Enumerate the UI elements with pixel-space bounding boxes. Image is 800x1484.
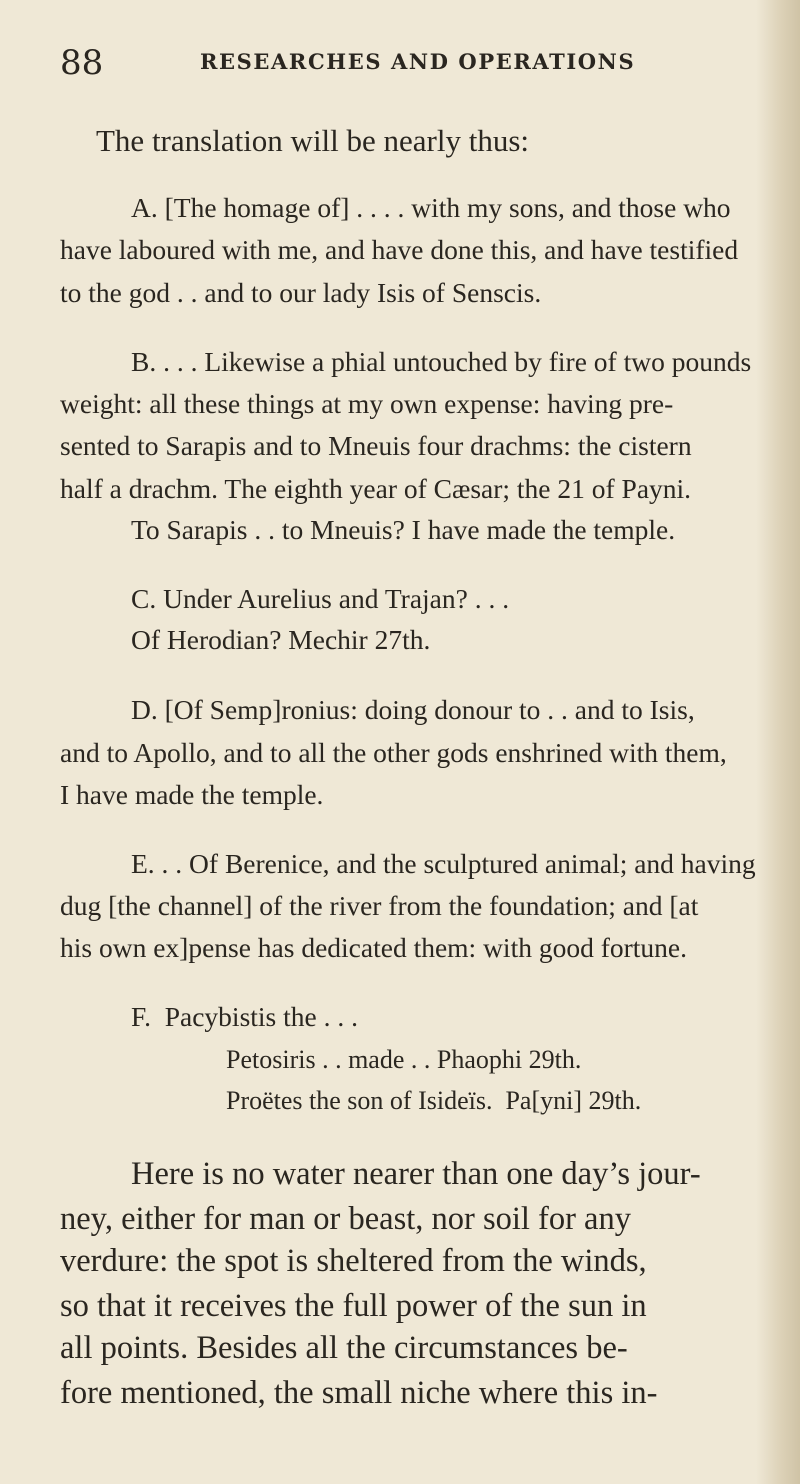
body-line-2: ney, either for man or beast, nor soil for any <box>60 1200 631 1237</box>
para-b-line-4: half a drachm. The eighth year of Cæsar; the 21 of Payni. <box>60 472 692 504</box>
para-e-line-3: his own ex]pense has dedicated them: with good fortune. <box>60 932 687 964</box>
body-line-5: all points. Besides all the circumstances be- <box>60 1330 628 1367</box>
body-line-6: fore mentioned, the small niche where this in- <box>60 1374 658 1411</box>
intro-line: The translation will be nearly thus: <box>96 123 530 159</box>
body-line-1: Here is no water nearer than one day’s jour- <box>131 1156 701 1193</box>
para-a-line-3: to the god . . and to our lady Isis of Senscis. <box>60 276 542 308</box>
para-b-line-3: sented to Sarapis and to Mneuis four drachms: the cistern <box>60 430 692 461</box>
page-number: 88 <box>60 42 104 83</box>
running-title: RESEARCHES AND OPERATIONS <box>200 48 636 74</box>
para-b-line-1: B. . . . Likewise a phial untouched by fire of two pounds <box>131 345 752 377</box>
para-a-line-2: have laboured with me, and have done this, and have testified <box>60 233 739 265</box>
para-d-line-3: I have made the temple. <box>60 778 324 810</box>
para-e-line-2: dug [the channel] of the river from the foundation; and [at <box>60 890 699 922</box>
body-line-3: verdure: the spot is sheltered from the winds, <box>60 1243 647 1280</box>
para-b-line-2: weight: all these things at my own expense: having pre- <box>60 388 674 420</box>
para-b-line-5: To Sarapis . . to Mneuis? I have made the temple. <box>131 513 676 545</box>
para-a-line-1: A. [The homage of] . . . . with my sons, and those who <box>131 192 731 224</box>
para-f-line-3: Proëtes the son of Isideïs. Pa[yni] 29th. <box>226 1086 642 1116</box>
para-c-line-2: Of Herodian? Mechir 27th. <box>131 624 431 656</box>
body-line-4: so that it receives the full power of the sun in <box>60 1287 647 1324</box>
para-d-line-2: and to Apollo, and to all the other gods enshrined with them, <box>60 736 727 768</box>
page-edge-shadow <box>756 0 800 1484</box>
para-c-line-1: C. Under Aurelius and Trajan? . . . <box>131 582 510 614</box>
para-f-line-2: Petosiris . . made . . Phaophi 29th. <box>226 1044 582 1074</box>
para-f-line-1: F. Pacybistis the . . . <box>131 1001 358 1033</box>
para-e-line-1: E. . . Of Berenice, and the sculptured animal; and having <box>131 847 756 879</box>
para-d-line-1: D. [Of Semp]ronius: doing donour to . . and to Isis, <box>131 694 695 726</box>
